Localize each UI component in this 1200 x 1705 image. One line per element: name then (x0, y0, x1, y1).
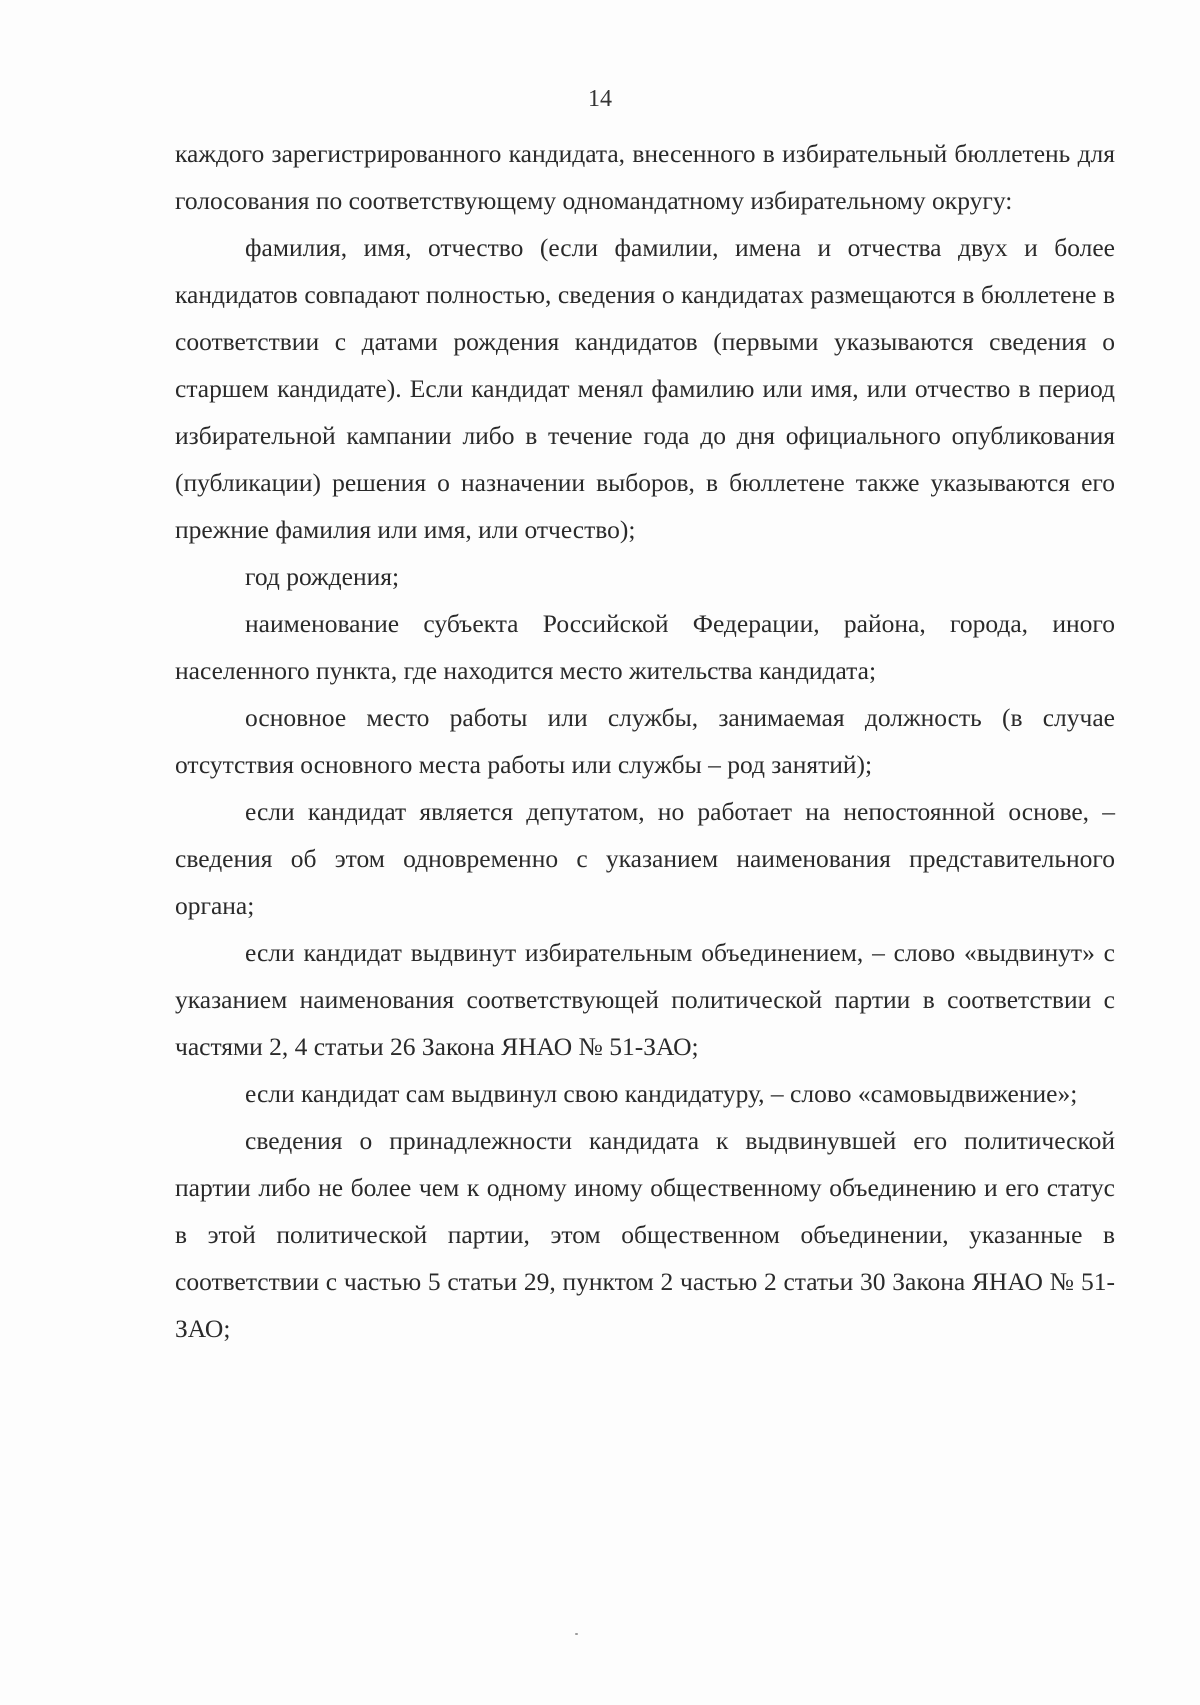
paragraph-full-name: фамилия, имя, отчество (если фамилии, имена и отчества двух и более кандидатов совпадают полностью, сведения о кандидатах размещаются в бюллетене в соответствии с датами рождения кандидатов (первыми указываются сведения о старшем кандидате). Если кандидат менял фамилию или имя, или отчество в период избирательной кампании либо в течение года до дня официального опубликования (публикации) решения о назначении выборов, в бюллетене также указываются его прежние фамилия или имя, или отчество); (175, 233, 1115, 544)
scan-speck (575, 1633, 578, 1635)
document-body (175, 130, 1115, 1352)
paragraph-deputy: если кандидат является депутатом, но работает на непостоянной основе, – сведения об этом одновременно с указанием наименования представительного органа; (175, 797, 1115, 920)
page-number: 14 (588, 86, 612, 112)
paragraph-workplace: основное место работы или службы, занимаемая должность (в случае отсутствия основного места работы или службы – род занятий); (175, 703, 1115, 779)
paragraph-residence: наименование субъекта Российской Федерации, района, города, иного населенного пункта, где находится место жительства кандидата; (175, 609, 1115, 685)
paragraph-nominated-by-association: если кандидат выдвинут избирательным объединением, – слово «выдвинут» с указанием наименования соответствующей политической партии в соответствии с частями 2, 4 статьи 26 Закона ЯНАО № 51-ЗАО; (175, 938, 1115, 1061)
paragraph-birth-year: год рождения; (245, 562, 400, 591)
paragraph-continuation: каждого зарегистрированного кандидата, внесенного в избирательный бюллетень для голосования по соответствующему одномандатному избирательному округу: (175, 139, 1115, 215)
paragraph-party-affiliation: сведения о принадлежности кандидата к выдвинувшей его политической партии либо не более чем к одному иному общественному объединению и его статус в этой политической партии, этом общественном объединении, указанные в соответствии с частью 5 статьи 29, пунктом 2 частью 2 статьи 30 Закона ЯНАО № 51-ЗАО; (175, 1126, 1115, 1343)
paragraph-self-nomination: если кандидат сам выдвинул свою кандидатуру, – слово «самовыдвижение»; (245, 1079, 1078, 1108)
